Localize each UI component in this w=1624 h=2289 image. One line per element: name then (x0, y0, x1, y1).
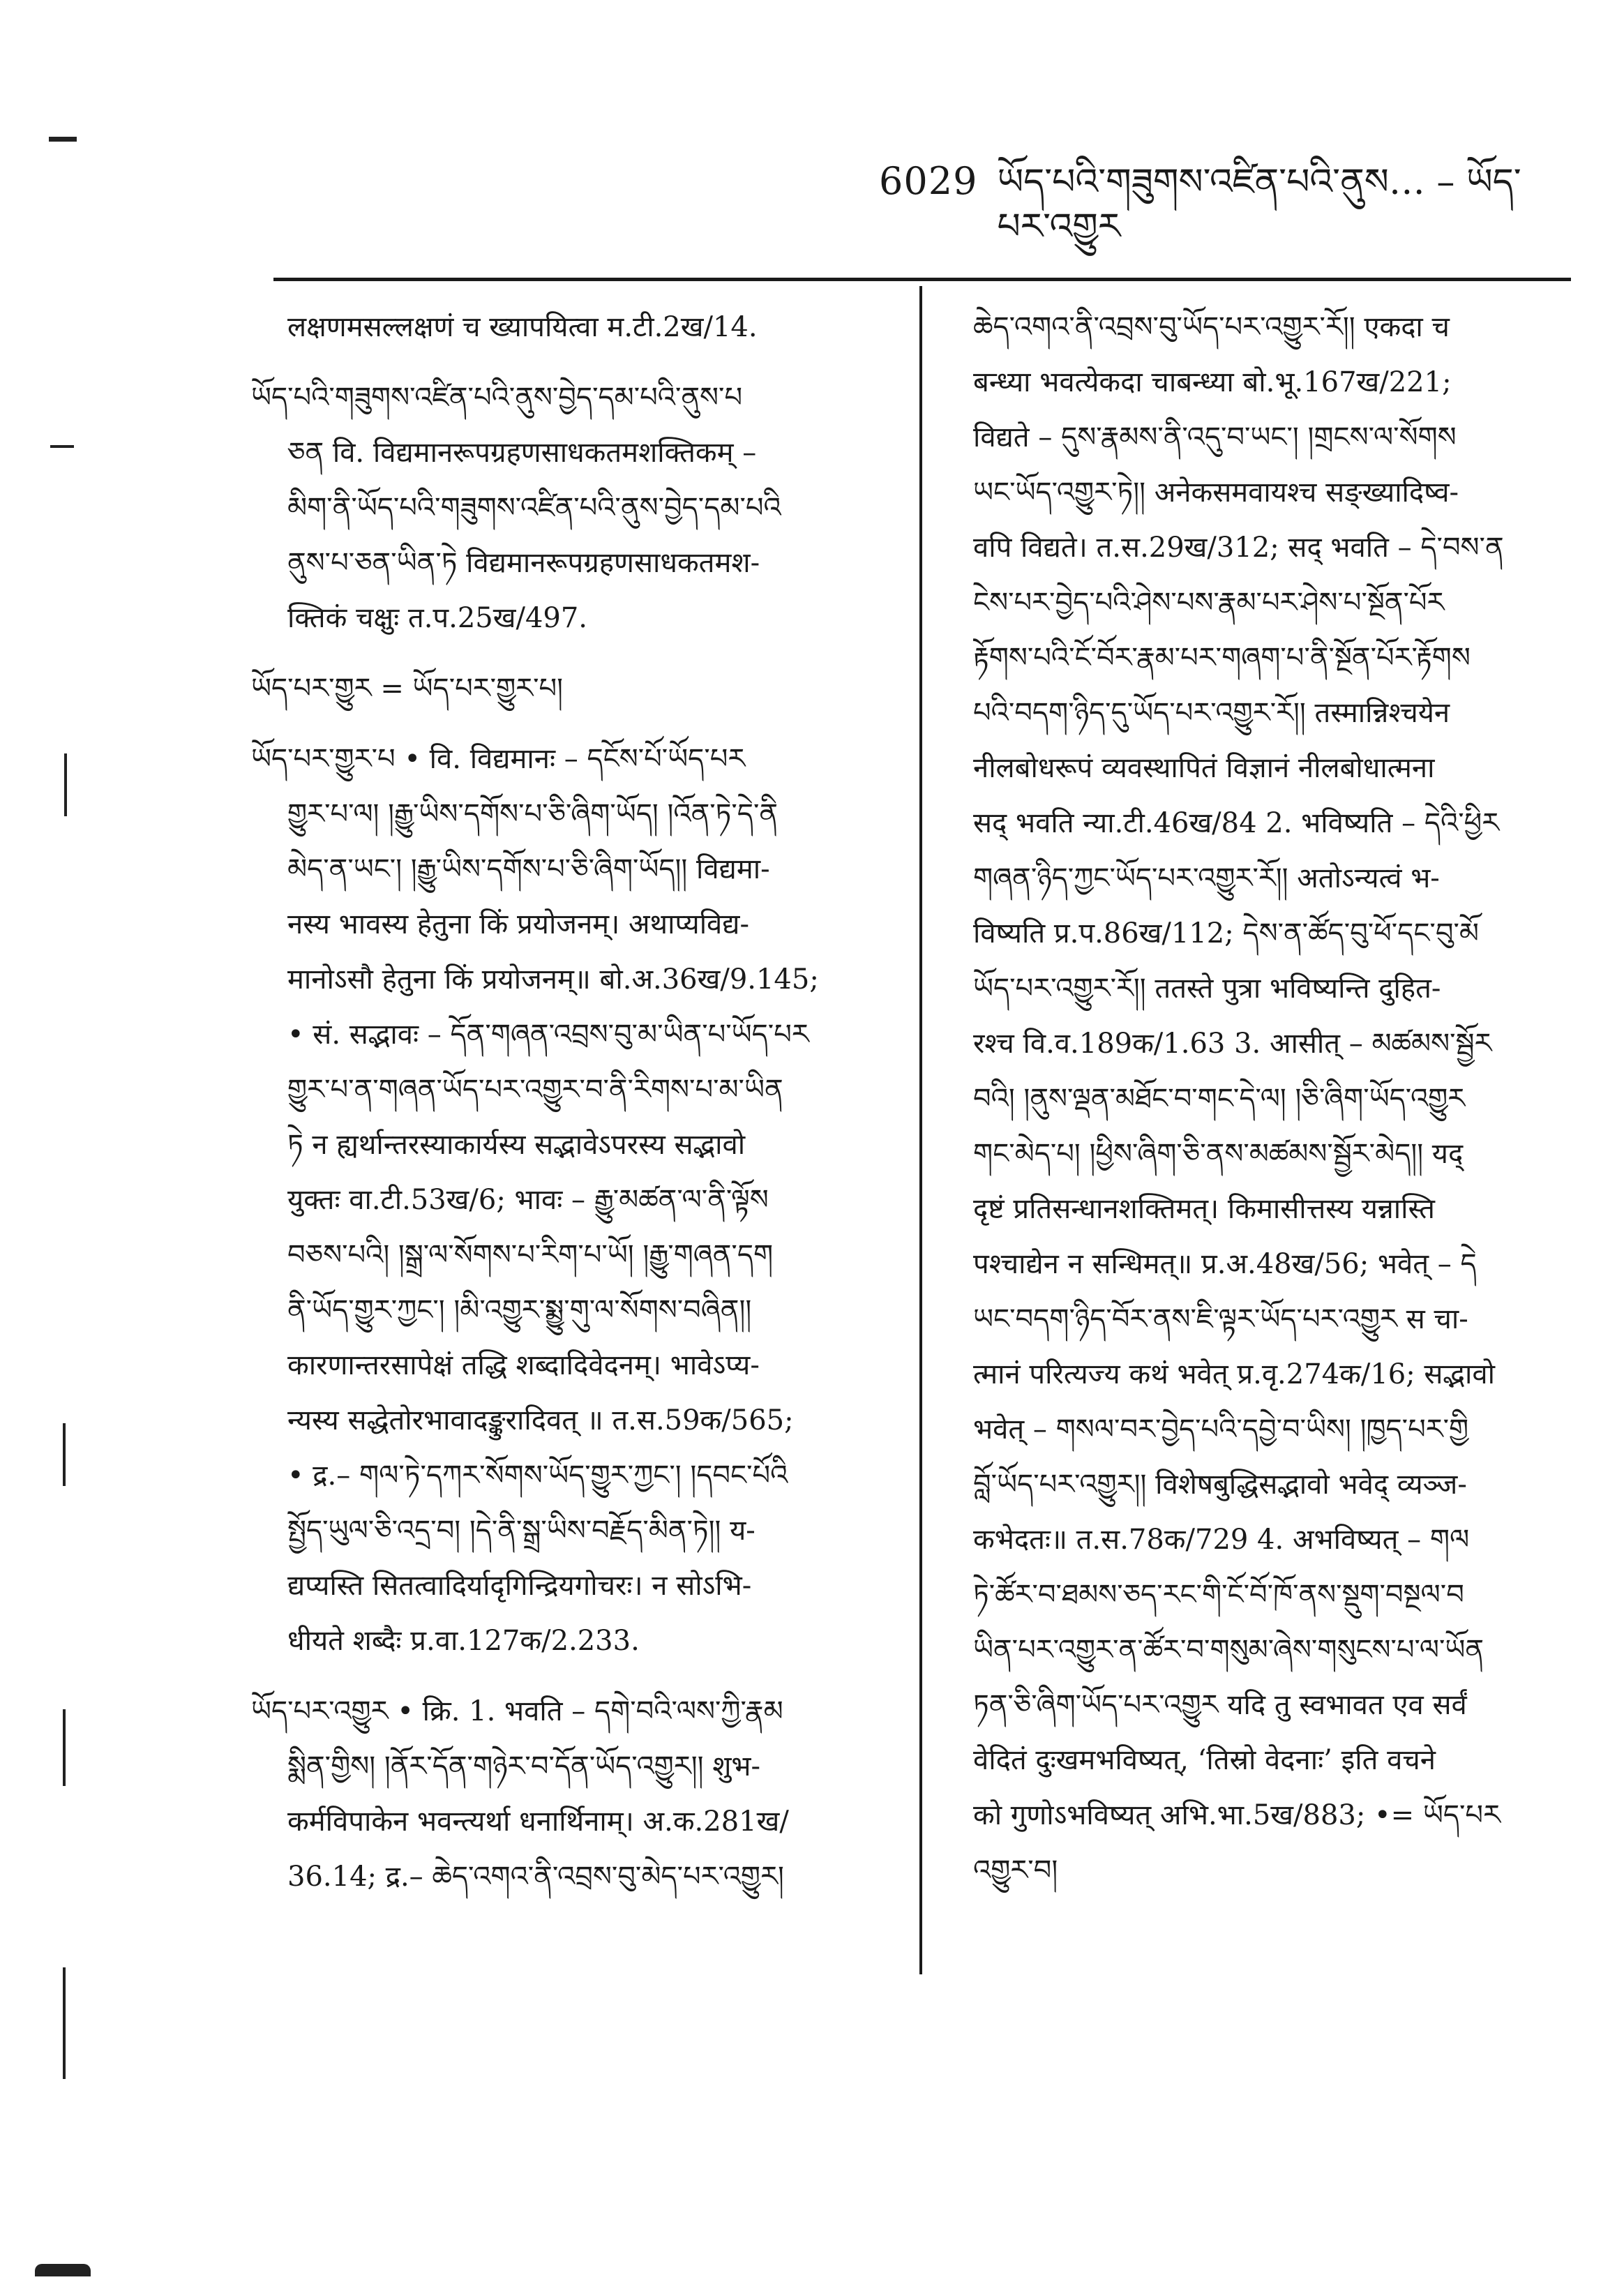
text-line: पश्चाद्येन न सन्धिमत्॥ प्र.अ.48ख/56; भवेत् – དེ (973, 1248, 1477, 1280)
text-line: ནུས་པ་ཅན་ཡིན་ཏེ विद्यमानरूपग्रहणसाधकतमश- (287, 547, 760, 579)
scan-mark (49, 137, 77, 142)
column-divider (919, 286, 922, 1974)
text-line: ཡང་ཡོད་འགྱུར་ཏེ།། अनेकसमवायश्च सङ्ख्यादिष्व- (973, 476, 1459, 509)
text-line: बन्ध्या भवत्येकदा चाबन्ध्या बो.भू.167ख/221; (973, 366, 1452, 398)
text-line: ཏན་ཅི་ཞིག་ཡོད་པར་འགྱུར यदि तु स्वभावत एव सर्वं (973, 1689, 1467, 1721)
text-line: नस्य भावस्य हेतुना किं प्रयोजनम्। अथाप्यविद्य- (287, 908, 750, 940)
text-line: वेदितं दुःखमभविष्यत्, ‘तिस्रो वेदनाः’ इति वचने (973, 1744, 1436, 1776)
text-line: ངེས་པར་བྱེད་པའི་ཤེས་པས་རྣམ་པར་ཤེས་པ་སྔོན་པོར (973, 587, 1445, 619)
text-line: གྱུར་པ་ལ། །རྒྱུ་ཡིས་དགོས་པ་ཅི་ཞིག་ཡོད། །འོན་ཏེ་དེ་ནི (287, 798, 779, 830)
text-line: ཡང་བདག་ཉིད་བོར་ནས་ཇི་ལྟར་ཡོད་པར་འགྱུར स चा- (973, 1303, 1468, 1335)
text-line: 36.14; द्र.– ཆེད་འགའ་ནི་འབྲས་བུ་མེད་པར་འགྱུར། (287, 1861, 784, 1893)
text-line: द्यप्यस्ति सितत्वादिर्यादृगिन्द्रियगोचरः। न सोऽभि- (287, 1570, 752, 1602)
scan-mark (63, 1967, 66, 2079)
text-line: विष्यति प्र.प.86ख/112; དེས་ན་ཚོད་བུ་ཕོ་དང་བུ་མོ (973, 917, 1479, 950)
text-line: युक्तः वा.टी.53ख/6; भावः – རྒྱུ་མཚན་ལ་ནི་ལྟོས (287, 1184, 769, 1216)
text-line: འགྱུར་བ། (973, 1854, 1058, 1886)
text-line: कारणान्तरसापेक्षं तद्धि शब्दादिवेदनम्। भावेऽप्य- (287, 1349, 760, 1381)
text-line: दृष्टं प्रतिसन्धानशक्तिमत्। किमासीत्तस्य यन्नास्ति (973, 1193, 1435, 1225)
right-column (973, 300, 1566, 1898)
text-line: ཅན वि. विद्यमानरूपग्रहणसाधकतमशक्तिकम् – (287, 437, 757, 469)
text-line: • द्र.– གལ་ཏེ་དཀར་སོགས་ཡོད་གྱུར་ཀྱང་། །དབང་པོའི (287, 1459, 788, 1492)
text-line: वपि विद्यते। त.स.29ख/312; सद् भवति – དེ་བས་ན (973, 532, 1504, 564)
page-number: 6029 (879, 159, 978, 203)
entry-headword-line: ཡོད་པར་གྱུར་པ • वि. विद्यमानः – དངོས་པོ་ཡོད་པར (251, 743, 746, 775)
text-line: नीलबोधरूपं व्यवस्थापितं विज्ञानं नीलबोधात्मना (973, 752, 1435, 784)
text-line: त्मानं परित्यज्य कथं भवेत् प्र.वृ.274क/16; सद्भावो (973, 1358, 1495, 1390)
text-line: ཆེད་འགའ་ནི་འབྲས་བུ་ཡོད་པར་འགྱུར་རོ།། एकदा च (973, 311, 1450, 343)
text-line: रश्च वि.व.189क/1.63 3. आसीत् – མཚམས་སྦྱོར (973, 1028, 1492, 1060)
text-line: को गुणोऽभविष्यत् अभि.भा.5ख/883; •= ཡོད་པར (973, 1799, 1501, 1831)
scan-mark (35, 2264, 91, 2276)
entry-headword-line: ཡོད་པར་འགྱུར • क्रि. 1. भवति – དགེ་བའི་ལས་ཀྱི་རྣམ (251, 1695, 783, 1727)
scan-mark (63, 1709, 66, 1786)
text-line: གང་མེད་པ། །ཕྱིས་ཞིག་ཅི་ནས་མཚམས་སྦྱོར་མེད།། यद् (973, 1138, 1464, 1170)
text-line: सद् भवति न्या.टी.46ख/84 2. भविष्यति – དེའི་ཕྱིར (973, 807, 1500, 839)
text-line: སྤྱོད་ཡུལ་ཅི་འདྲ་བ། །དེ་ནི་སྒྲ་ཡིས་བརྗོད་མིན་ཏེ།། य- (287, 1515, 755, 1547)
text-line: བློ་ཡོད་པར་འགྱུར།། विशेषबुद्धिसद्भावो भवेद् व्यञ्ज- (973, 1469, 1467, 1501)
entry-headword-line: ཡོད་པའི་གཟུགས་འཛིན་པའི་ནུས་བྱེད་དམ་པའི་ནུས་པ (251, 382, 743, 414)
text-line: कभेदतः॥ त.स.78क/729 4. अभविष्यत् – གལ (973, 1524, 1470, 1556)
text-line: भवेत् – གསལ་བར་བྱེད་པའི་དབྱེ་བ་ཡིས། །ཁྱད་པར་གྱི (973, 1413, 1469, 1446)
text-line: मानोऽसौ हेतुना किं प्रयोजनम्॥ बो.अ.36ख/9.145; (287, 963, 819, 996)
text-line: कर्मविपाकेन भवन्त्यर्था धनार्थिनाम्। अ.क.281ख/ (287, 1806, 789, 1838)
text-line: ཏེ न ह्यर्थान्तरस्याकार्यस्य सद्भावेऽपरस्य सद्भावो (287, 1129, 746, 1161)
text-line: གཞན་ཉིད་ཀྱང་ཡོད་པར་འགྱུར་རོ།། अतोऽन्यत्वं भ- (973, 862, 1440, 894)
entry-headword-line: ཡོད་པར་གྱུར = ཡོད་པར་གྱུར་པ། (251, 673, 564, 705)
text-line: विद्यते – དུས་རྣམས་ནི་འདུ་བ་ཡང་། །གྲངས་ལ་སོགས (973, 421, 1457, 453)
text-line: ཡོད་པར་འགྱུར་རོ།། ततस्ते पुत्रा भविष्यन्ति दुहित- (973, 973, 1441, 1005)
text-line: लक्षणमसल्लक्षणं च ख्यापयित्वा म.टी.2ख/14. (287, 311, 758, 343)
text-line: བའི། །ནུས་ལྡན་མཐོང་བ་གང་དེ་ལ། །ཅི་ཞིག་ཡོད་འགྱུར (973, 1083, 1466, 1115)
scan-mark (64, 753, 67, 816)
running-header (879, 159, 1563, 249)
header-rule (273, 278, 1571, 281)
text-line: རྟོགས་པའི་ངོ་བོར་རྣམ་པར་གཞག་པ་ནི་སྔོན་པོར་རྟོགས (973, 642, 1471, 674)
text-line: པའི་བདག་ཉིད་དུ་ཡོད་པར་འགྱུར་རོ།། तस्मान्निश्चयेन (973, 697, 1450, 729)
left-column (251, 300, 879, 1905)
text-line: न्यस्य सद्धेतोरभावादङ्कुरादिवत् ॥ त.स.59क/565; (287, 1404, 794, 1436)
text-line: གྱུར་པ་ན་གཞན་ཡོད་པར་འགྱུར་བ་ནི་རིགས་པ་མ་ཡིན (287, 1074, 783, 1106)
text-line: • सं. सद्भावः – དོན་གཞན་འབྲས་བུ་མ་ཡིན་པ་ཡོད་པར (287, 1019, 809, 1051)
scan-mark (63, 1423, 66, 1486)
text-line: སྨིན་གྱིས། །ནོར་དོན་གཉེར་བ་དོན་ཡོད་འགྱུར།། शुभ- (287, 1750, 761, 1783)
text-line: ཡིན་པར་འགྱུར་ན་ཚོར་བ་གསུམ་ཞེས་གསུངས་པ་ལ་ཡོན (973, 1634, 1484, 1666)
header-entry-range: ཡོད་པའི་གཟུགས་འཛིན་པའི་ནུས… – ཡོད་པར་འགྱུར (997, 161, 1521, 248)
text-line: ཏེ་ཚོར་བ་ཐམས་ཅད་རང་གི་ངོ་བོ་ཁོ་ནས་སྡུག་བསྔལ་བ (973, 1579, 1464, 1611)
text-line: क्तिकं चक्षुः त.प.25ख/497. (287, 602, 588, 634)
scan-mark (50, 445, 74, 448)
text-line: མིག་ནི་ཡོད་པའི་གཟུགས་འཛིན་པའི་ནུས་བྱེད་དམ་པའི (287, 492, 781, 524)
text-line: ནི་ཡོད་གྱུར་ཀྱང་། །མི་འགྱུར་སྨྱུ་གུ་ལ་སོགས་བཞིན།། (287, 1294, 752, 1326)
text-line: धीयते शब्दैः प्र.वा.127क/2.233. (287, 1625, 640, 1657)
text-line: མེད་ན་ཡང་། །རྒྱུ་ཡིས་དགོས་པ་ཅི་ཞིག་ཡོད།། विद्यमा- (287, 853, 770, 885)
text-line: བཅས་པའི། །སྒྲ་ལ་སོགས་པ་རིག་པ་ཡོ། །རྒྱུ་གཞན་དག (287, 1239, 774, 1271)
